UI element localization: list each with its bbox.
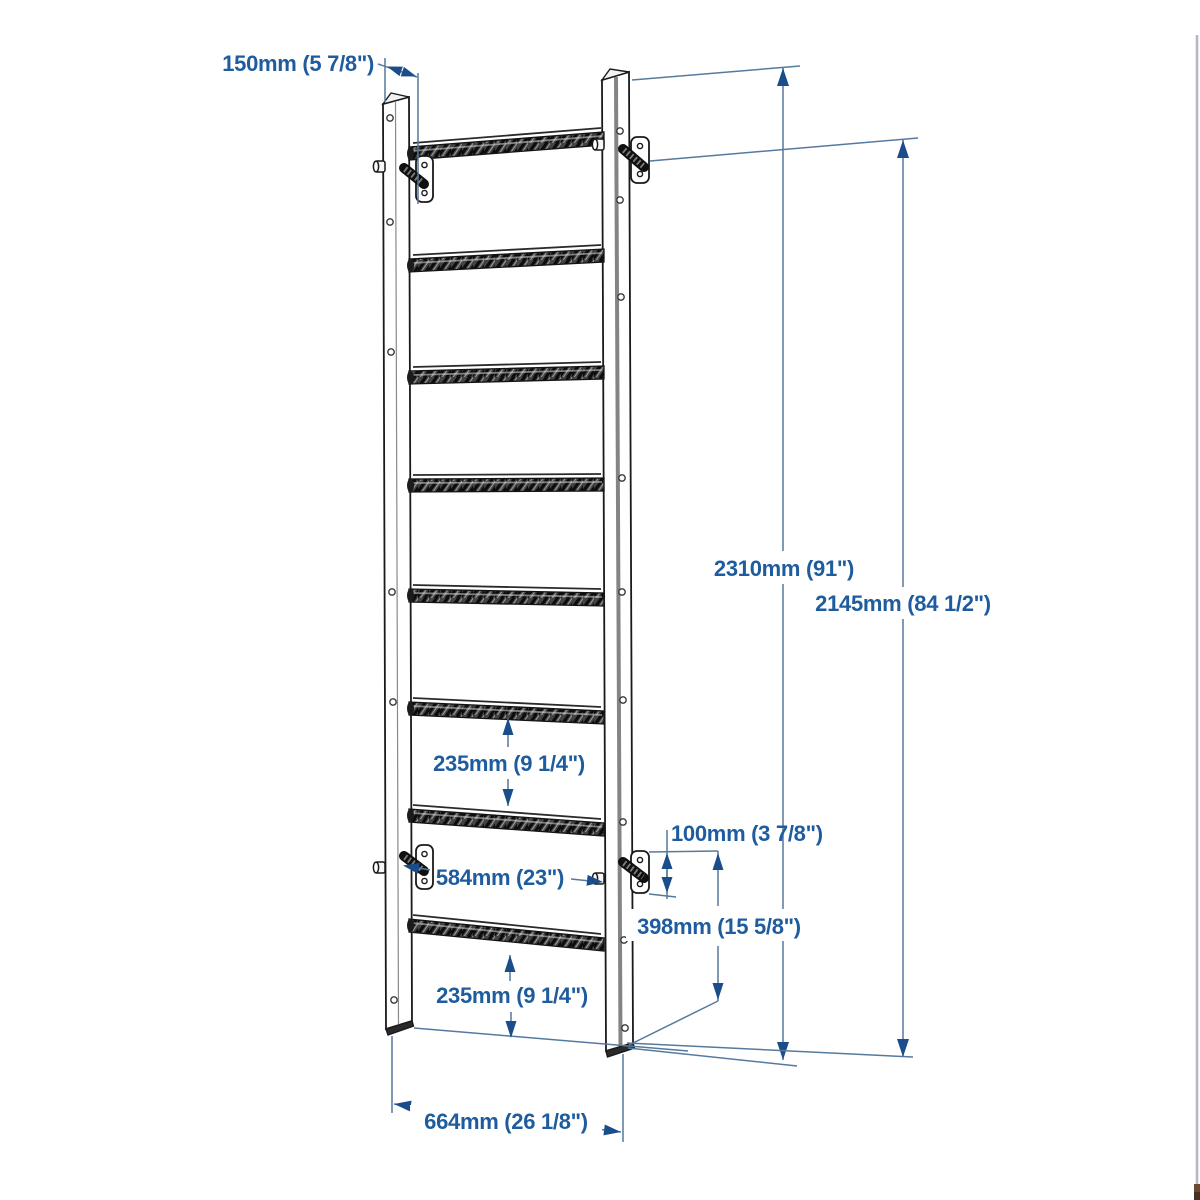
label-rung-gap-mid: 235mm (9 1/4") (433, 751, 585, 776)
right-rail (602, 69, 635, 1057)
rungs (407, 128, 604, 951)
label-rung-gap-bottom: 235mm (9 1/4") (436, 983, 588, 1008)
rung (407, 128, 604, 160)
corner-image-sliver-dark (1194, 1192, 1200, 1200)
rung (407, 585, 604, 606)
label-bracket-height: 100mm (3 7/8") (671, 821, 823, 846)
label-height-mount: 2145mm (84 1/2") (815, 591, 991, 616)
label-mount-low: 398mm (15 5/8") (637, 914, 801, 939)
ladder-structure (373, 69, 649, 1057)
rung (407, 474, 604, 492)
rung (407, 245, 604, 272)
label-depth: 150mm (5 7/8") (222, 51, 374, 76)
rung (407, 362, 604, 384)
rung (407, 805, 604, 836)
label-height-total: 2310mm (91") (713, 556, 855, 581)
left-rail (383, 93, 414, 1035)
rung (407, 698, 604, 724)
label-width-inner: 584mm (23") (435, 865, 565, 890)
label-width-total: 664mm (26 1/8") (424, 1109, 588, 1134)
page-edge (1194, 35, 1200, 1200)
rung (407, 915, 604, 951)
